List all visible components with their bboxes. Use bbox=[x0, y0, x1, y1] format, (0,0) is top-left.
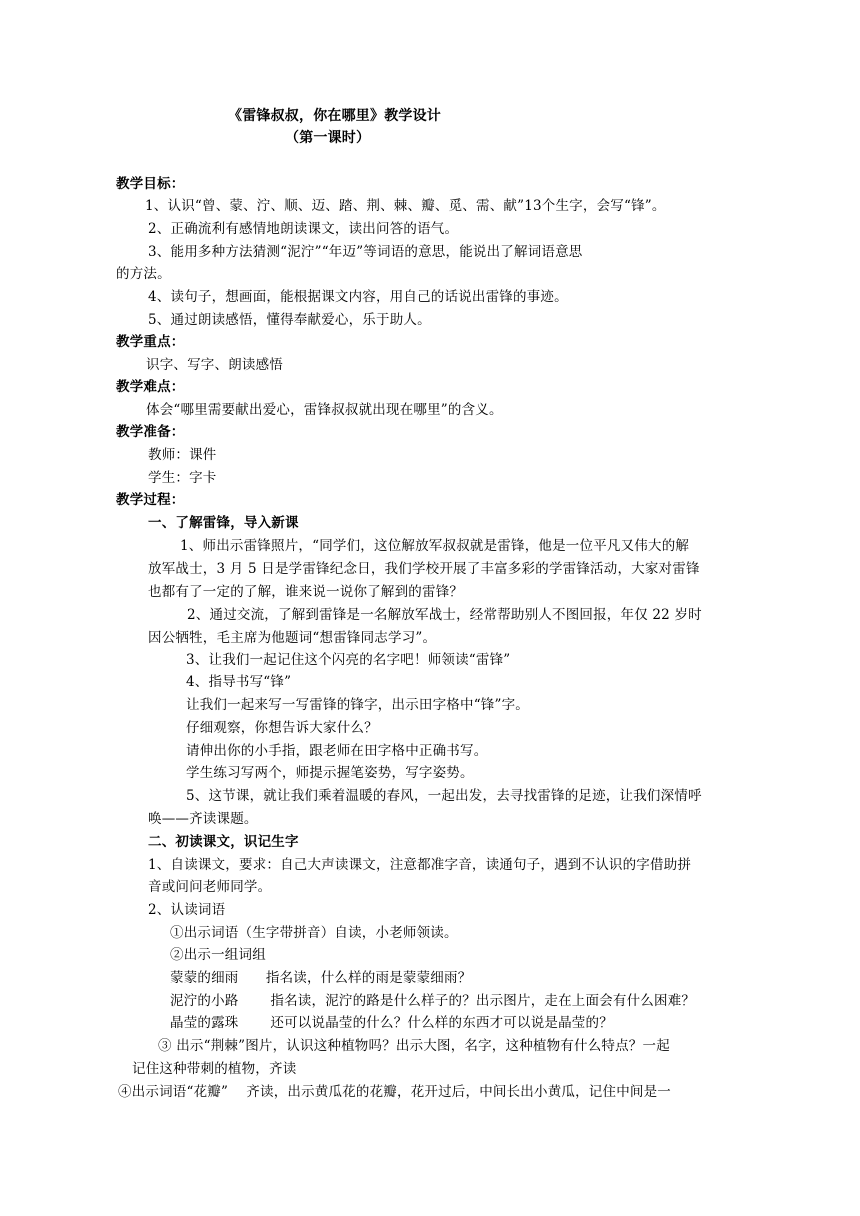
body-line: 3、让我们一起记住这个闪亮的名字吧！师领读“雷锋” bbox=[186, 652, 511, 668]
process-heading: 教学过程： bbox=[116, 492, 185, 508]
goal-line: 1、认识“曾、蒙、泞、顺、迈、踏、荆、棘、瓣、觅、需、献”13个生字，会写“锋”。 bbox=[145, 198, 666, 214]
body-line: 唤——齐读课题。 bbox=[148, 811, 258, 827]
body-line: 4、指导书写“锋” bbox=[186, 674, 292, 690]
prep-teacher: 教师：课件 bbox=[148, 447, 217, 463]
goals-heading: 教学目标： bbox=[116, 176, 185, 192]
body-line: 5、这节课，就让我们乘着温暖的春风，一起出发，去寻找雷锋的足迹，让我们深情呼 bbox=[186, 788, 702, 804]
body-line: 让我们一起来写一写雷锋的锋字，出示田字格中“锋”字。 bbox=[186, 697, 530, 713]
body-line: 晶莹的露珠 还可以说晶莹的什么？什么样的东西才可以说是晶莹的？ bbox=[170, 1015, 613, 1031]
body-line: ④出示词语“花瓣” 齐读，出示黄瓜花的花瓣，花开过后，中间长出小黄瓜，记住中间是一 bbox=[118, 1084, 671, 1100]
body-line: 因公牺牲，毛主席为他题词“想雷锋同志学习”。 bbox=[148, 630, 437, 646]
doc-subtitle: （第一课时） bbox=[285, 130, 371, 146]
body-line: 请伸出你的小手指，跟老师在田字格中正确书写。 bbox=[186, 743, 488, 759]
goal-line: 2、正确流利有感情地朗读课文，读出问答的语气。 bbox=[148, 221, 459, 237]
body-line: ③ 出示“荆棘”图片，认识这种植物吗？出示大图，名字，这种植物有什么特点？一起 bbox=[158, 1038, 670, 1054]
doc-title: 《雷锋叔叔，你在哪里》教学设计 bbox=[228, 108, 441, 124]
body-line: 2、认读词语 bbox=[148, 902, 226, 918]
body-line: 1、师出示雷锋照片，“同学们，这位解放军叔叔就是雷锋，他是一位平凡又伟大的解 bbox=[180, 538, 690, 554]
body-line: 泥泞的小路 指名读，泥泞的路是什么样子的？出示图片，走在上面会有什么困难？ bbox=[170, 993, 696, 1009]
focus-text: 识字、写字、朗读感悟 bbox=[146, 357, 283, 373]
body-line: 也都有了一定的了解，谁来说一说你了解到的雷锋？ bbox=[148, 584, 464, 600]
prep-student: 学生：字卡 bbox=[148, 470, 217, 486]
body-line: ①出示词语（生字带拼音）自读，小老师领读。 bbox=[170, 925, 458, 941]
goal-line: 的方法。 bbox=[116, 266, 171, 282]
body-line: 1、自读课文，要求：自己大声读课文，注意都准字音，读通句子，遇到不认识的字借助拼 bbox=[148, 857, 692, 873]
focus-heading: 教学重点： bbox=[116, 334, 185, 350]
body-line: 记住这种带刺的植物，齐读 bbox=[132, 1061, 297, 1077]
body-line: 音或问问老师同学。 bbox=[148, 879, 272, 895]
prep-heading: 教学准备： bbox=[116, 424, 185, 440]
goal-line: 3、能用多种方法猜测“泥泞”“年迈”等词语的意思，能说出了解词语意思 bbox=[148, 244, 583, 260]
body-line: 2、通过交流，了解到雷锋是一名解放军战士，经常帮助别人不图回报，年仅 22 岁时 bbox=[187, 607, 702, 623]
section2-heading: 二、初读课文，识记生字 bbox=[148, 834, 299, 850]
body-line: ②出示一组词组 bbox=[170, 947, 266, 963]
body-line: 蒙蒙的细雨 指名读，什么样的雨是蒙蒙细雨？ bbox=[170, 970, 472, 986]
body-line: 仔细观察，你想告诉大家什么？ bbox=[186, 720, 378, 736]
body-line: 学生练习写两个，师提示握笔姿势，写字姿势。 bbox=[186, 765, 474, 781]
goal-line: 5、通过朗读感悟，懂得奉献爱心，乐于助人。 bbox=[148, 312, 431, 328]
section1-heading: 一、了解雷锋，导入新课 bbox=[148, 515, 299, 531]
difficulty-text: 体会“哪里需要献出爱心，雷锋叔叔就出现在哪里”的含义。 bbox=[146, 402, 503, 418]
difficulty-heading: 教学难点： bbox=[116, 379, 185, 395]
goal-line: 4、读句子，想画面，能根据课文内容，用自己的话说出雷锋的事迹。 bbox=[148, 289, 568, 305]
body-line: 放军战士，3 月 5 日是学雷锋纪念日，我们学校开展了丰富多彩的学雷锋活动，大家对雷锋 bbox=[148, 561, 700, 577]
